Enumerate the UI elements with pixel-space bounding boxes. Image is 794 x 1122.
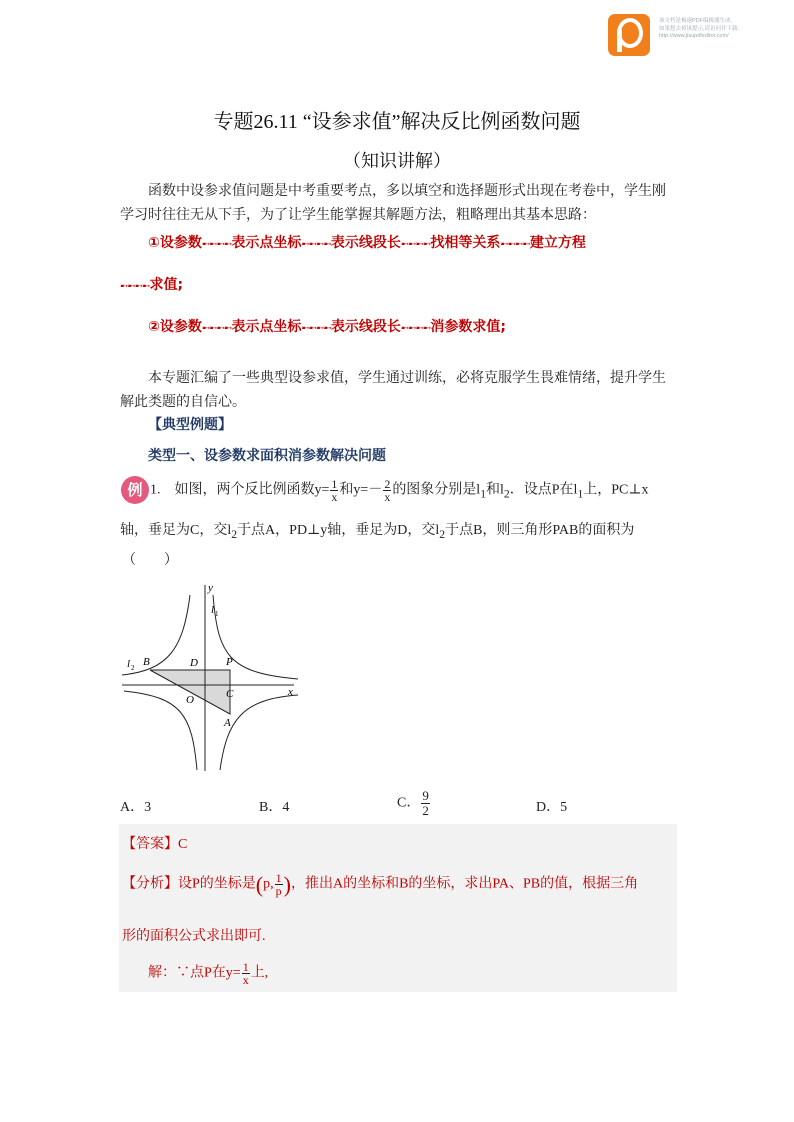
answer-label: 【答案】C [122, 837, 188, 852]
option-c[interactable]: C． $\frac{9}{2}$ [397, 788, 429, 818]
coord-fraction: $\frac{1}{p}$ [275, 871, 282, 898]
logo-p-stem [617, 30, 622, 52]
question-paren: （ ） [122, 553, 178, 568]
example-badge: 例 [121, 476, 149, 504]
analysis-line-2: 形的面积公式求出即可. [122, 929, 266, 944]
solution-fraction: $\frac{1}{x}$ [242, 960, 249, 987]
label-c: C [226, 688, 234, 700]
left-paren-icon: ( [255, 871, 264, 897]
page-subtitle: （知识讲解） [343, 151, 451, 171]
label-l2-sub: 2 [131, 664, 135, 672]
option-c-fraction: $\frac{9}{2}$ [422, 788, 429, 818]
method-2-line: ②设参数➸➸➸➸表示点坐标➸➸➸➸表示线段长➸➸➸➸消参数求值; [148, 319, 507, 335]
section-heading: 【典型例题】 [148, 417, 232, 433]
label-x: x [288, 686, 293, 698]
summary-paragraph: 本专题汇编了一些典型设参求值，学生通过训练，必将克服学生畏难情绪，提升学生解此类题的自信心。 [120, 371, 666, 410]
logo-note: 该文档是极速PDF编辑器生成, 如果想去掉该提示,请访问并下载: http://www.jisupdfeditor.com/ [659, 18, 740, 39]
analysis-line-1: 【分析】设P的坐标是(p, $\frac{1}{p}$ )，推出A的坐标和B的坐标，求出PA、PB的值，根据三角 [122, 871, 639, 898]
option-a[interactable]: A．3 [120, 800, 152, 815]
question-line-2: 轴，垂足为C，交$l_2$于点A，PD⊥y轴，垂足为D，交$l_2$于点B，则三角形PAB的面积为 [120, 523, 635, 541]
right-paren-icon: ) [283, 871, 291, 897]
curve-l2-q4 [220, 695, 298, 770]
page-title: 专题26.11 “设参求值”解决反比例函数问题 [213, 111, 581, 133]
label-l1-sub: 1 [215, 610, 219, 618]
method-1-tail: ➸➸➸➸求值; [120, 277, 184, 293]
fraction-1-over-x: $\frac{1}{x}$ [331, 477, 338, 504]
hyperbola-figure [118, 575, 308, 775]
label-a: A [224, 717, 231, 729]
label-p: P [226, 656, 233, 668]
option-b[interactable]: B．4 [259, 800, 290, 815]
label-b: B [143, 656, 150, 668]
solution-line: 解：∵点P在y= $\frac{1}{x}$ 上, [148, 960, 269, 987]
fraction-2-over-x: $\frac{2}{x}$ [384, 477, 391, 504]
intro-paragraph: 函数中设参求值问题是中考重要考点，多以填空和选择题形式出现在考卷中，学生刚学习时往往无从下手，为了让学生能掌握其解题方法，粗略理出其基本思路： [120, 184, 666, 223]
label-y: y [208, 582, 213, 594]
question-line-1: 1. 如图，两个反比例函数y= $\frac{1}{x}$ 和y=－ $\frac{2}{x}$ 的图象分别是$l_1$和$l_2$．设点P在$l_1$上，PC⊥x [150, 477, 649, 504]
label-l2: l [127, 658, 131, 670]
curve-l2-q2 [122, 595, 190, 675]
label-d: D [190, 657, 198, 669]
type-heading: 类型一、设参数求面积消参数解决问题 [148, 448, 386, 464]
triangle-pab [150, 670, 230, 714]
method-1-line: ①设参数➸➸➸➸表示点坐标➸➸➸➸表示线段长➸➸➸➸找相等关系➸➸➸➸建立方程 [148, 235, 586, 251]
label-l1: l [211, 604, 215, 616]
label-o: O [186, 694, 194, 706]
option-d[interactable]: D．5 [536, 800, 568, 815]
